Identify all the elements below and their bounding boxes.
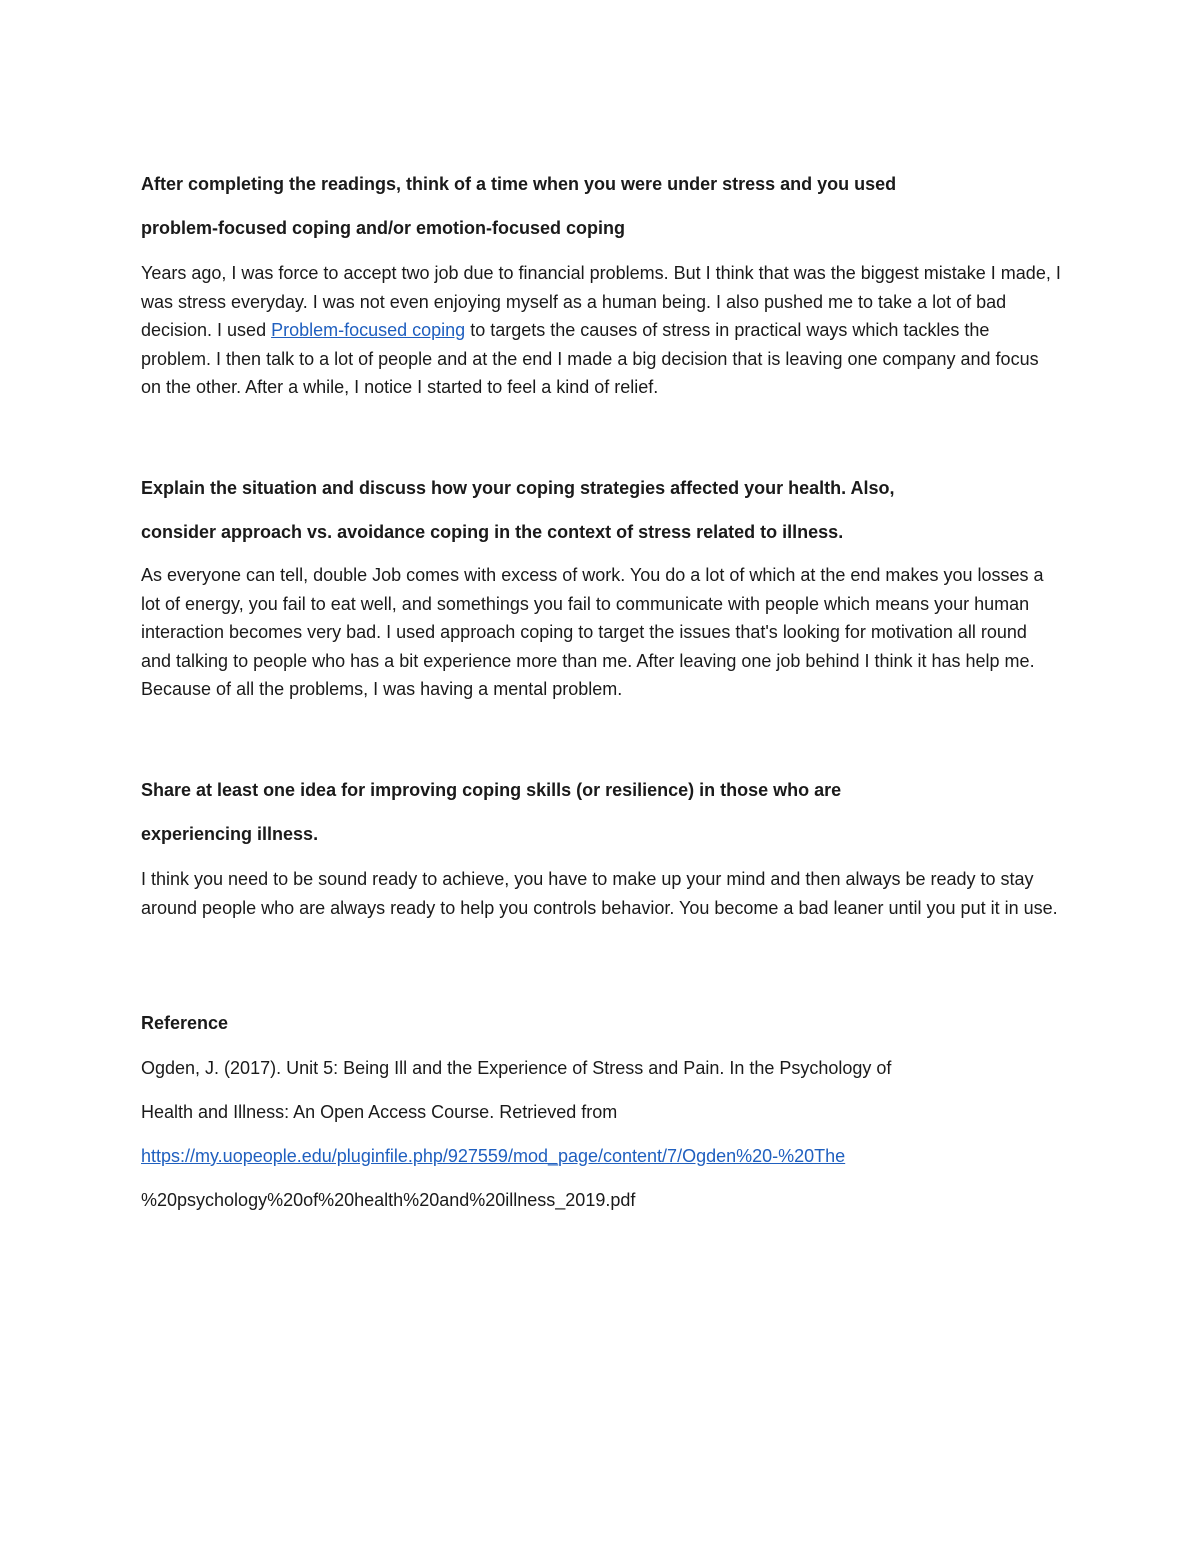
reference-url-line-1 (141, 1142, 845, 1170)
reference-url-line-2: %20psychology%20of%20health%20and%20illness_2019.pdf (141, 1190, 636, 1210)
citation-line-1: Ogden, J. (2017). Unit 5: Being Ill and the Experience of Stress and Pain. In the Psychology of (141, 1058, 892, 1078)
question-3-line-2: experiencing illness. (141, 824, 319, 844)
answer-1-text-start: Years ago, I was force to accept two job due to financial problems. But I think that was the biggest mistake I made, I was stress everyday. I was not even enjoying myself as a human being. I also pushed me to take a lot of bad decision. I used (141, 263, 1061, 340)
problem-focused-coping-link[interactable]: Problem-focused coping (271, 320, 466, 340)
question-2-line-1: Explain the situation and discuss how your coping strategies affected your health. Also, (141, 478, 895, 498)
answer-1-paragraph (141, 259, 1061, 402)
reference-heading: Reference (141, 1013, 229, 1033)
question-1-line-1: After completing the readings, think of a time when you were under stress and you used (141, 174, 897, 194)
question-2-line-2: consider approach vs. avoidance coping in the context of stress related to illness. (141, 522, 844, 542)
answer-3-paragraph: I think you need to be sound ready to achieve, you have to make up your mind and then always be ready to stay around people who are always ready to help you controls behavior. You become a bad leaner until you put it in use. (141, 869, 1058, 918)
reference-url-link[interactable]: https://my.uopeople.edu/pluginfile.php/927559/mod_page/content/7/Ogden%20-%20The (141, 1146, 846, 1166)
question-3-line-1: Share at least one idea for improving coping skills (or resilience) in those who are (141, 780, 842, 800)
question-1-line-2: problem-focused coping and/or emotion-focused coping (141, 218, 626, 238)
citation-line-2: Health and Illness: An Open Access Course. Retrieved from (141, 1102, 618, 1122)
answer-1-text-end: to targets the causes of stress in practical ways which tackles the problem. I then talk to a lot of people and at the end I made a big decision that is leaving one company and focus on the other. After a while, I notice I started to feel a kind of relief. (141, 320, 1039, 397)
answer-2-paragraph: As everyone can tell, double Job comes with excess of work. You do a lot of which at the end makes you losses a lot of energy, you fail to eat well, and somethings you fail to communicate with people which means your human interaction becomes very bad. I used approach coping to target the issues that's looking for motivation all round and talking to people who has a bit experience more than me. After leaving one job behind I think it has help me. Because of all the problems, I was having a mental problem. (141, 565, 1044, 699)
